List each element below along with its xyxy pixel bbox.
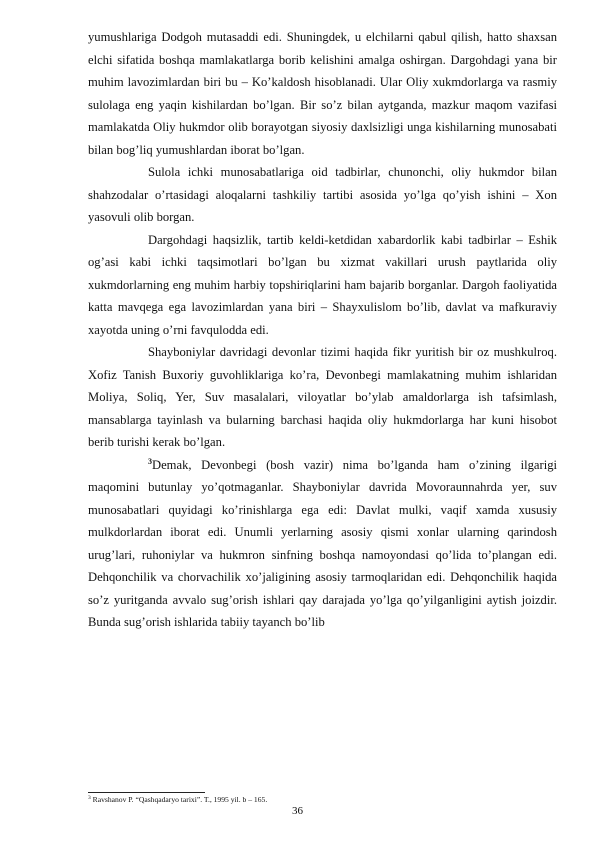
paragraph: Dargohdagi haqsizlik, tartib keldi-ketdidan xabardorlik kabi tadbirlar – Eshik og’asi kabi ichki taqsimotlari bo’lgan bu xizmat vakillari urush paytlarida oliy xukmdorlarning eng muhim harbiy topshiriqlarini ham bajarib borganlar. Dargoh faoliyatida katta mavqega ega lavozimlardan yana biri – Shayxulislom bo’lib, davlat va mafkuraviy xayotda uning o’rni favqulodda edi.	[88, 232, 557, 337]
paragraph: Shayboniylar davridagi devonlar tizimi haqida fikr yuritish bir oz mushkulroq. Xofiz Tanish Buxoriy guvohliklariga ko’ra, Devonbegi mamlakatning muhim ishlaridan Moliya, Soliq, Yer, Suv masalalari, viloyatlar bo’ylab amaldorlarga ish tafsimlash, mansablarga tayinlash va bularning barchasi haqida oliy hukmdorlarga har kuni hisobot berib turishi kerak bo’lgan.	[88, 345, 557, 449]
paragraph-with-footnote-ref	[88, 454, 557, 634]
paragraph-text: Demak, Devonbegi (bosh vazir) nima bo’lganda ham o’zining ilgarigi maqomini butunlay yo’qotmaganlar. Shayboniylar davrida Movoraunnahrda yer, suv munosabatlari quyidagi ko’rinishlarga ega edi: Davlat mulki, vaqif xamda xususiy mulkdorlardan iborat edi. Unumli yerlarning asosiy qismi xonlar ularning qarindosh urug’lari, ruhoniylar va hukmron sinfning boshqa namoyondasi qo’lida to’plangan edi. Dehqonchilik va chorvachilik xo’jaligining asosiy tarmoqlaridan edi. Dehqonchilik haqida so’z yuritganda avvalo sug’orish ishlari qay darajada yo’lga qo’yilganligini aytish joizdir. Bunda sug’orish ishlarida tabiiy tayanch bo’lib	[88, 457, 557, 629]
paragraph: Sulola ichki munosabatlariga oid tadbirlar, chunonchi, oliy hukmdor bilan shahzodalar o’rtasidagi aloqalarni tashkiliy tartibi asosida yo’lga qo’yish ishini – Xon yasovuli olib borgan.	[88, 165, 557, 224]
page-body	[88, 26, 557, 634]
footnote-divider	[88, 792, 205, 793]
footnote-reference[interactable]: 3	[148, 456, 152, 466]
footnote	[88, 795, 267, 805]
footnote-marker: 3	[88, 795, 91, 801]
footnote-text: Ravshanov P. “Qashqadaryo tarixi”. T., 1995 yil. b – 165.	[92, 795, 268, 804]
paragraph: yumushlariga Dodgoh mutasaddi edi. Shuningdek, u elchilarni qabul qilish, hatto shaxsan elchi sifatida boshqa mamlakatlarga borib kelishini amalga oshirgan. Dargohdagi yana bir muhim lavozimlardan biri bu – Ko’kaldosh hisoblanadi. Ular Oliy xukmdorlarga va rasmiy sulolaga eng yaqin kishilardan bo’lgan. Bir so’z bilan aytganda, mazkur maqom vazifasi mamlakatda Oliy hukmdor olib borayotgan siyosiy daxlsizligi unga kishilarning munosabati bilan bog’liq yumushlardan iborat bo’lgan.	[88, 30, 557, 157]
page-number: 36	[292, 805, 303, 817]
